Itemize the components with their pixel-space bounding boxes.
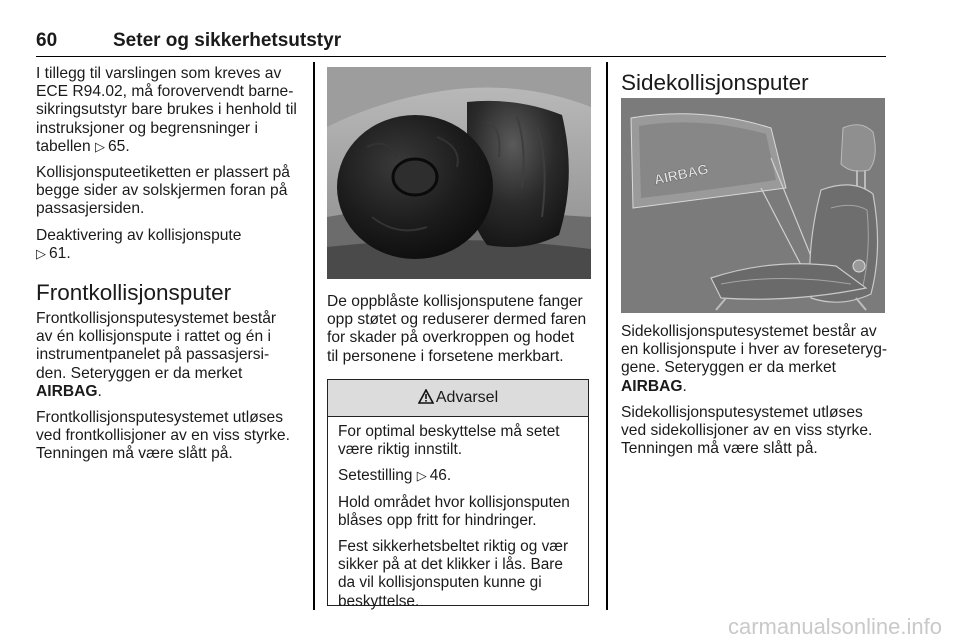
front-airbag-text <box>36 310 304 472</box>
page-link-65[interactable]: 65. <box>107 137 130 155</box>
page-title: Seter og sikkerhetsutstyr <box>113 30 342 51</box>
deactivation-paragraph: Deaktivering av kollisjonspute ▷ 61. <box>36 226 242 262</box>
seat-airbag-label-illustration <box>621 98 885 313</box>
section-heading-front-airbags: Frontkollisjonsputer <box>36 280 232 305</box>
page-link-61[interactable]: 61. <box>49 244 71 262</box>
page-number: 60 <box>36 30 58 51</box>
warning-box <box>327 379 589 610</box>
front-airbag-trigger: Frontkollisjonsputesystemet utløses ved frontkollisjoner av en viss styrke. Tenningen må være slått på. <box>36 409 290 463</box>
page-header <box>36 30 886 57</box>
side-airbag-description: Sidekollisjonsputesystemet består av en kollisjonspute i hver av foreseteryg- gene. Seteryggen er da merket AIRBAG. <box>621 323 888 395</box>
section-heading-side-airbags: Sidekollisjonsputer <box>621 70 809 95</box>
column-divider-left <box>313 62 315 610</box>
warning-header <box>328 380 588 417</box>
intro-paragraph: I tillegg til varslingen som kreves av ECE R94.02, må forovervendt barne- sikringsutstyr bare brukes i henhold til instruksjoner og begrensninger i tabellen ▷ 65. <box>36 65 297 155</box>
front-airbag-description: Frontkollisjonsputesystemet består av én kollisjonspute i rattet og én i instrumentpanelet på passasjersi- den. Seteryggen er da merket AIRBAG. <box>36 310 277 400</box>
side-airbag-text <box>621 323 889 466</box>
page-reference-arrow-icon: ▷ <box>416 468 427 484</box>
watermark: carmanualsonline.info <box>727 614 942 639</box>
warning-body: For optimal beskyttelse må setet være riktig innstilt. Setestilling ▷ 46. Hold området hvor kollisjonsputen blåses opp fritt for hindringer. Fest sikkerhetsbeltet riktig og vær sikker på at det klikker i lås. Bare da vil kollisjonsputen kunne gi beskyttelse. <box>338 423 570 610</box>
warning-title: Advarsel <box>435 389 499 406</box>
column-divider-right <box>606 62 608 610</box>
side-airbag-trigger: Sidekollisjonsputesystemet utløses ved sidekollisjoner av en viss styrke. Tenningen må være slått på. <box>621 403 873 458</box>
warning-triangle-icon <box>418 389 434 404</box>
airbag-seat-label: AIRBAG <box>652 160 710 188</box>
inflated-airbags-photo <box>327 67 591 279</box>
photo-caption: De oppblåste kollisjonsputene fanger opp støtet og reduserer dermed faren for skader på overkroppen og hodet til personene i forsetene merkbart. <box>327 293 587 365</box>
page-reference-arrow-icon: ▷ <box>94 138 105 154</box>
left-column <box>36 65 304 271</box>
page-link-46[interactable]: 46. <box>429 467 452 485</box>
page-reference-arrow-icon: ▷ <box>36 245 46 261</box>
label-location-paragraph: Kollisjonsputeetiketten er plassert på begge sider av solskjermen foran på passasjersiden. <box>36 164 290 218</box>
